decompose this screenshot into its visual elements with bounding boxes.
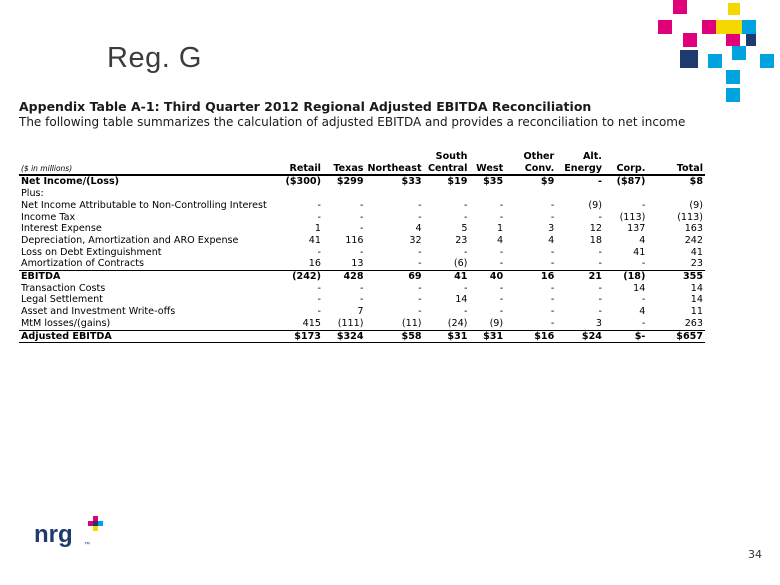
table-cell: 14	[690, 294, 703, 306]
brand-square	[728, 3, 740, 15]
row-label: Income Tax	[21, 211, 76, 223]
table-cell: (242)	[269, 271, 323, 283]
table-cell: 41	[633, 246, 646, 258]
table-cell: -	[499, 246, 504, 258]
table-row	[19, 223, 705, 235]
table-cell: (111)	[337, 317, 364, 329]
table-cell: 4	[548, 234, 555, 246]
table-description: The following table summarizes the calculation of adjusted EBITDA and provides a reconciliation to net income	[19, 115, 686, 129]
table-cell: -	[317, 211, 321, 223]
table-cell: -	[550, 317, 555, 329]
table-cell: 18	[589, 234, 602, 246]
brand-square	[726, 34, 740, 46]
column-header-top	[366, 151, 424, 163]
row-label: Asset and Investment Write-offs	[21, 306, 176, 318]
table-row	[19, 247, 705, 259]
table-cell	[469, 188, 505, 200]
table-cell: $31	[469, 330, 505, 343]
table-cell: 4	[639, 234, 646, 246]
row-label: Interest Expense	[21, 223, 102, 235]
table-cell: -	[597, 176, 602, 188]
table-cell: -	[499, 294, 504, 306]
table-cell: 242	[684, 234, 703, 246]
table-cell: (9)	[588, 199, 602, 211]
table-cell: -	[598, 246, 602, 258]
logo-plus-mark	[88, 516, 103, 531]
table-cell	[323, 188, 366, 200]
table-cell: $16	[505, 330, 556, 343]
table-cell: -	[360, 199, 364, 211]
table-cell: -	[317, 199, 321, 211]
table-cell: 11	[690, 306, 703, 318]
table-cell: $324	[323, 330, 366, 343]
table-cell: (9)	[689, 199, 703, 211]
row-label: EBITDA	[19, 271, 269, 283]
table-cell: (24)	[447, 317, 468, 329]
table-cell: (11)	[401, 317, 422, 329]
brand-corner-graphic	[648, 0, 780, 112]
table-cell: -	[550, 282, 555, 294]
table-cell: 3	[548, 223, 555, 235]
table-cell: (18)	[604, 271, 647, 283]
brand-square	[728, 20, 742, 34]
column-header-top	[647, 151, 705, 163]
table-cell: 4	[497, 234, 504, 246]
logo-tm: ™	[84, 542, 90, 548]
table-cell: 163	[684, 223, 703, 235]
table-cell: 41	[308, 234, 321, 246]
table-cell: -	[550, 246, 555, 258]
row-label: Legal Settlement	[21, 294, 103, 306]
table-cell: $58	[366, 330, 424, 343]
table-row	[19, 318, 705, 330]
table-row	[19, 175, 705, 188]
table-heading: Appendix Table A-1: Third Quarter 2012 Regional Adjusted EBITDA Reconciliation	[19, 99, 592, 114]
table-row	[19, 235, 705, 247]
row-label: Amortization of Contracts	[21, 258, 145, 270]
table-cell: -	[641, 317, 646, 329]
table-cell: (113)	[619, 211, 646, 223]
table-cell: -	[641, 258, 646, 270]
row-label: Adjusted EBITDA	[19, 330, 269, 343]
table-cell	[647, 188, 705, 200]
table-cell: 3	[595, 317, 602, 329]
table-cell: -	[598, 258, 602, 270]
table-cell	[604, 188, 647, 200]
table-cell: -	[598, 211, 602, 223]
column-header: Total	[647, 163, 705, 176]
table-cell: -	[317, 246, 321, 258]
table-cell: -	[418, 246, 422, 258]
table-cell: $24	[556, 330, 604, 343]
column-header: Corp.	[604, 163, 647, 176]
table-cell: -	[598, 294, 602, 306]
table-cell: 16	[308, 258, 321, 270]
table-cell: 14	[690, 282, 703, 294]
table-cell: 14	[455, 294, 468, 306]
column-header: Northeast	[367, 162, 422, 174]
table-cell: -	[641, 294, 646, 306]
column-header-top	[469, 151, 505, 163]
table-cell: -	[499, 211, 504, 223]
table-cell: -	[550, 211, 555, 223]
table-cell: 7	[357, 306, 364, 318]
brand-square	[673, 0, 687, 14]
table-cell: -	[418, 306, 422, 318]
table-row	[19, 330, 705, 343]
table-cell: -	[418, 258, 422, 270]
table-cell: 21	[556, 271, 604, 283]
table-row	[19, 258, 705, 270]
table-cell: 5	[461, 223, 468, 235]
table-row	[19, 283, 705, 295]
table-cell: -	[418, 211, 422, 223]
table-cell: -	[317, 282, 321, 294]
table-cell: -	[550, 306, 555, 318]
table-cell	[424, 188, 470, 200]
table-cell: $8	[689, 176, 703, 188]
table-cell: 4	[639, 306, 646, 318]
table-cell: 428	[323, 271, 366, 283]
table-cell: -	[360, 282, 364, 294]
table-row	[19, 306, 705, 318]
table-cell: -	[360, 211, 364, 223]
table-cell: 32	[409, 234, 422, 246]
table-cell: (6)	[453, 258, 468, 270]
column-header-top	[269, 151, 323, 163]
table-row	[19, 200, 705, 212]
table-cell: -	[463, 306, 468, 318]
table-cell: -	[499, 306, 504, 318]
table-cell: 4	[415, 223, 422, 235]
table-cell: -	[499, 258, 504, 270]
table-cell: (9)	[489, 317, 504, 329]
table-cell: -	[598, 306, 602, 318]
table-cell: -	[463, 282, 468, 294]
table-row	[19, 271, 705, 283]
table-cell: -	[550, 258, 555, 270]
brand-square	[702, 20, 716, 34]
brand-square	[732, 46, 746, 60]
header-row-top	[19, 151, 705, 163]
table-cell: ($87)	[616, 176, 646, 188]
table-cell: -	[463, 211, 468, 223]
row-label: Loss on Debt Extinguishment	[21, 246, 162, 258]
row-label: MtM losses/(gains)	[21, 317, 111, 329]
table-cell: -	[418, 282, 422, 294]
table-cell: -	[550, 199, 555, 211]
table-cell: $173	[269, 330, 323, 343]
table-cell: (113)	[677, 211, 703, 223]
table-cell: 137	[627, 223, 646, 235]
table-cell: -	[317, 306, 321, 318]
brand-square	[716, 20, 730, 34]
column-header-top: South	[435, 151, 468, 162]
table-cell: $19	[447, 176, 468, 188]
row-label: Net Income/(Loss)	[21, 176, 120, 188]
table-cell: 41	[690, 246, 703, 258]
table-cell: -	[598, 282, 602, 294]
table-cell: $35	[483, 176, 504, 188]
column-header-top	[604, 151, 647, 163]
column-header: Conv.	[505, 163, 556, 176]
brand-square	[746, 34, 756, 46]
table-cell: 16	[505, 271, 556, 283]
table-cell: -	[360, 294, 364, 306]
table-cell: $9	[540, 176, 555, 188]
table-cell: 13	[351, 258, 364, 270]
column-header: Energy	[556, 163, 604, 176]
table-cell: -	[418, 294, 422, 306]
table-cell: -	[463, 246, 468, 258]
brand-square	[760, 54, 774, 68]
column-header-top: Other	[523, 151, 555, 162]
brand-square	[708, 54, 722, 68]
table-cell: 1	[497, 223, 504, 235]
table-cell: -	[418, 199, 422, 211]
ebitda-reconciliation-table	[19, 151, 705, 343]
column-header: Texas	[323, 163, 366, 176]
table-cell: $299	[336, 176, 364, 188]
table-cell	[269, 188, 323, 200]
column-header: Central	[424, 163, 470, 176]
table-cell	[366, 188, 424, 200]
table-cell: $31	[424, 330, 470, 343]
table-cell: 40	[469, 271, 505, 283]
table-cell: -	[317, 294, 321, 306]
table-cell	[556, 188, 604, 200]
table-cell: 14	[633, 282, 646, 294]
table-cell: 355	[647, 271, 705, 283]
nrg-logo	[32, 512, 112, 556]
units-label: ($ in millions)	[19, 163, 269, 176]
table-row	[19, 188, 705, 200]
brand-square	[726, 88, 740, 102]
table-cell: 263	[684, 317, 703, 329]
page-number: 34	[748, 548, 762, 561]
table-cell: -	[360, 246, 364, 258]
table-cell: -	[463, 199, 468, 211]
table-cell: 12	[589, 223, 602, 235]
table-cell: 41	[424, 271, 470, 283]
column-header: West	[469, 163, 505, 176]
header-cell	[19, 151, 269, 163]
column-header: Retail	[269, 163, 323, 176]
brand-square	[680, 50, 698, 68]
brand-square	[726, 70, 740, 84]
page-title: Reg. G	[107, 42, 202, 74]
table-cell: 415	[302, 317, 321, 329]
table-cell: -	[499, 282, 504, 294]
table-body	[19, 175, 705, 342]
brand-square	[683, 33, 697, 47]
table-row	[19, 294, 705, 306]
table-cell: -	[550, 294, 555, 306]
header-row-bottom	[19, 163, 705, 176]
table-row	[19, 212, 705, 224]
logo-wordmark: nrg	[34, 521, 73, 548]
table-cell: -	[360, 223, 364, 235]
table-cell: $-	[604, 330, 647, 343]
column-header-top	[323, 151, 366, 163]
brand-square	[742, 20, 756, 34]
table-cell: $657	[647, 330, 705, 343]
table-cell: 23	[690, 258, 703, 270]
row-label: Depreciation, Amortization and ARO Expense	[21, 234, 239, 246]
table-cell	[505, 188, 556, 200]
table-cell: ($300)	[285, 176, 321, 188]
table-cell: $33	[401, 176, 422, 188]
table-cell: 116	[345, 234, 364, 246]
brand-square	[658, 20, 672, 34]
row-label: Plus:	[21, 188, 44, 200]
table-cell: 69	[366, 271, 424, 283]
table-cell: 23	[455, 234, 468, 246]
column-header-top: Alt.	[583, 151, 602, 162]
table-cell: -	[641, 199, 646, 211]
row-label: Net Income Attributable to Non-Controlling Interest	[21, 199, 267, 211]
table-cell: -	[499, 199, 504, 211]
table-cell: 1	[314, 223, 321, 235]
row-label: Transaction Costs	[21, 282, 106, 294]
